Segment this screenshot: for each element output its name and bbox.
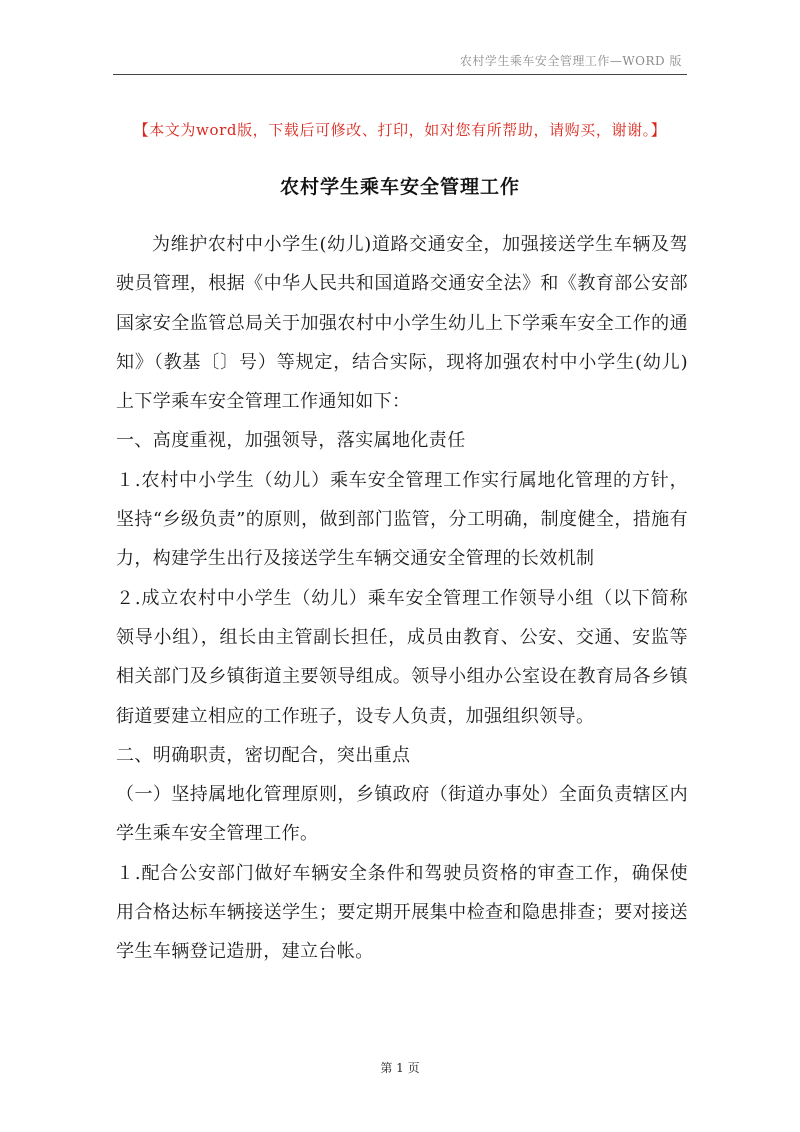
section-2-subheading-1: （一）坚持属地化管理原则，乡镇政府（街道办事处）全面负责辖区内学生乘车安全管理工作。 [116, 784, 688, 845]
running-header: 农村学生乘车安全管理工作—WORD 版 [459, 54, 682, 68]
document-title: 农村学生乘车安全管理工作 [279, 176, 520, 198]
document-body [116, 225, 688, 972]
section-1-item-2: ２.成立农村中小学生（幼儿）乘车安全管理工作领导小组（以下简称领导小组），组长由主管副长担任，成员由教育、公安、交通、安监等相关部门及乡镇街道主要领导组成。领导小组办公室设在教育局各乡镇街道要建立相应的工作班子，设专人负责，加强组织领导。 [116, 587, 688, 727]
intro-paragraph: 为维护农村中小学生(幼儿)道路交通安全，加强接送学生车辆及驾驶员管理，根据《中华人民共和国道路交通安全法》和《教育部公安部国家安全监管总局关于加强农村中小学生幼儿上下学乘车安全工作的通知》（教基〔〕号）等规定，结合实际，现将加强农村中小学生(幼儿)上下学乘车安全管理工作通知如下： [116, 234, 688, 413]
purchase-notice: 【本文为word版，下载后可修改、打印，如对您有所帮助，请购买，谢谢。】 [133, 121, 667, 139]
header-divider [113, 74, 687, 75]
section-2-item-1: １.配合公安部门做好车辆安全条件和驾驶员资格的审查工作，确保使用合格达标车辆接送学生；要定期开展集中检查和隐患排查；要对接送学生车辆登记造册，建立台帐。 [116, 862, 688, 963]
section-heading-2: 二、明确职责，密切配合，突出重点 [116, 744, 411, 766]
section-1-item-1: １.农村中小学生（幼儿）乘车安全管理工作实行属地化管理的方针，坚持“乡级负责”的原则，做到部门监管，分工明确，制度健全，措施有力，构建学生出行及接送学生车辆交通安全管理的长效机制 [116, 469, 688, 570]
page-number: 第 1 页 [380, 1061, 420, 1075]
section-heading-1: 一、高度重视，加强领导，落实属地化责任 [116, 430, 466, 452]
